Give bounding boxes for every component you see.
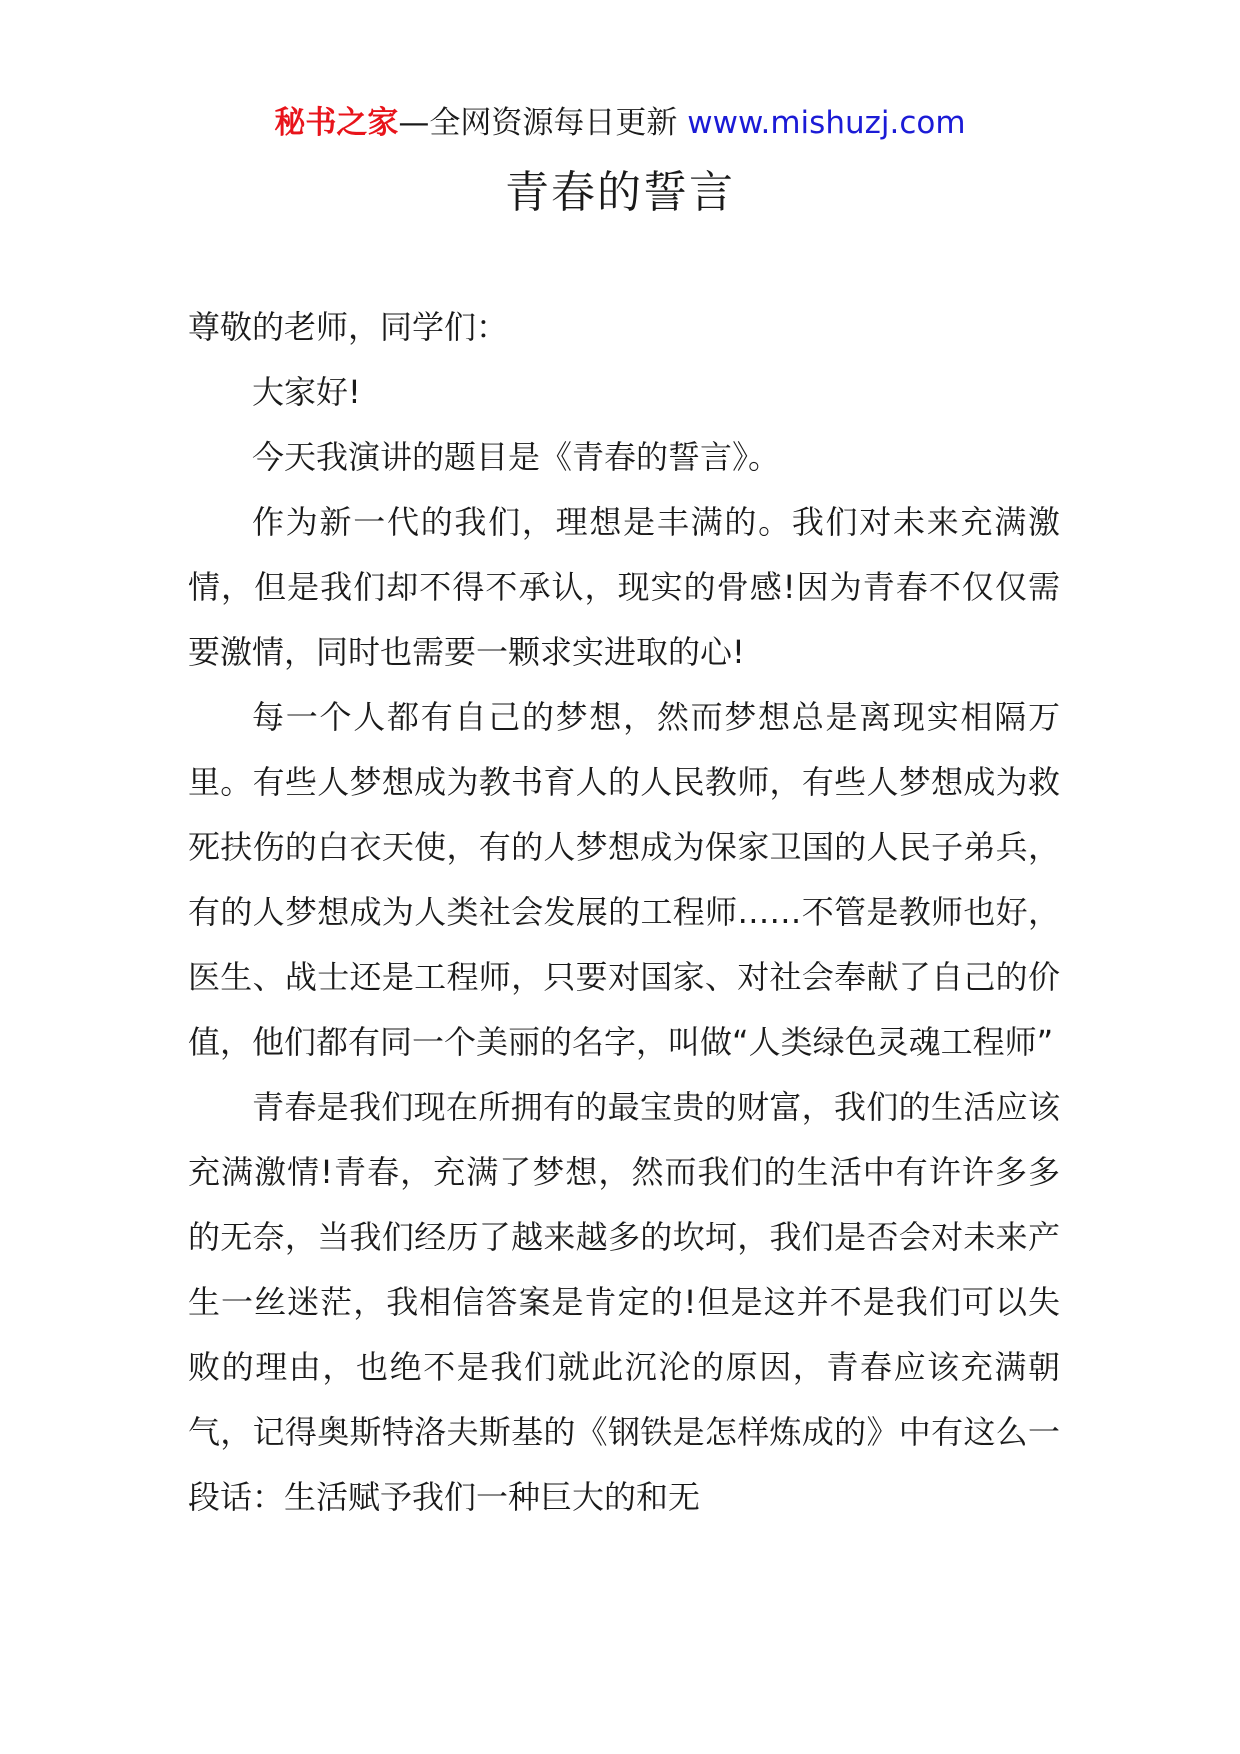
topic-paragraph: 今天我演讲的题目是《青春的誓言》。 <box>252 438 781 476</box>
document-body <box>188 295 1060 1530</box>
greeting-paragraph: 大家好! <box>252 373 361 411</box>
salutation-paragraph: 尊敬的老师，同学们： <box>188 308 509 346</box>
site-tagline: —全网资源每日更新 <box>398 105 678 141</box>
site-header <box>0 100 1240 146</box>
body-paragraph: 每一个人都有自己的梦想，然而梦想总是离现实相隔万里。有些人梦想成为教书育人的人民教师，有些人梦想成为救死扶伤的白衣天使，有的人梦想成为保家卫国的人民子弟兵，有的人梦想成为人类社会发展的工程师……不管是教师也好，医生、战士还是工程师，只要对国家、对社会奉献了自己的价值，他们都有同一个美丽的名字，叫做“人类绿色灵魂工程师” <box>188 698 1060 1061</box>
site-brand: 秘书之家 <box>274 105 399 141</box>
body-paragraph: 作为新一代的我们，理想是丰满的。我们对未来充满激情，但是我们却不得不承认，现实的骨感!因为青春不仅仅需要激情，同时也需要一颗求实进取的心! <box>188 503 1060 671</box>
document-title: 青春的誓言 <box>505 167 735 218</box>
site-url-link[interactable]: www.mishuzj.com <box>687 105 966 141</box>
body-paragraph: 青春是我们现在所拥有的最宝贵的财富，我们的生活应该充满激情!青春，充满了梦想，然而我们的生活中有许许多多的无奈，当我们经历了越来越多的坎坷，我们是否会对未来产生一丝迷茫，我相信答案是肯定的!但是这并不是我们可以失败的理由，也绝不是我们就此沉沦的原因，青春应该充满朝气，记得奥斯特洛夫斯基的《钢铁是怎样炼成的》中有这么一段话：生活赋予我们一种巨大的和无 <box>188 1088 1060 1516</box>
